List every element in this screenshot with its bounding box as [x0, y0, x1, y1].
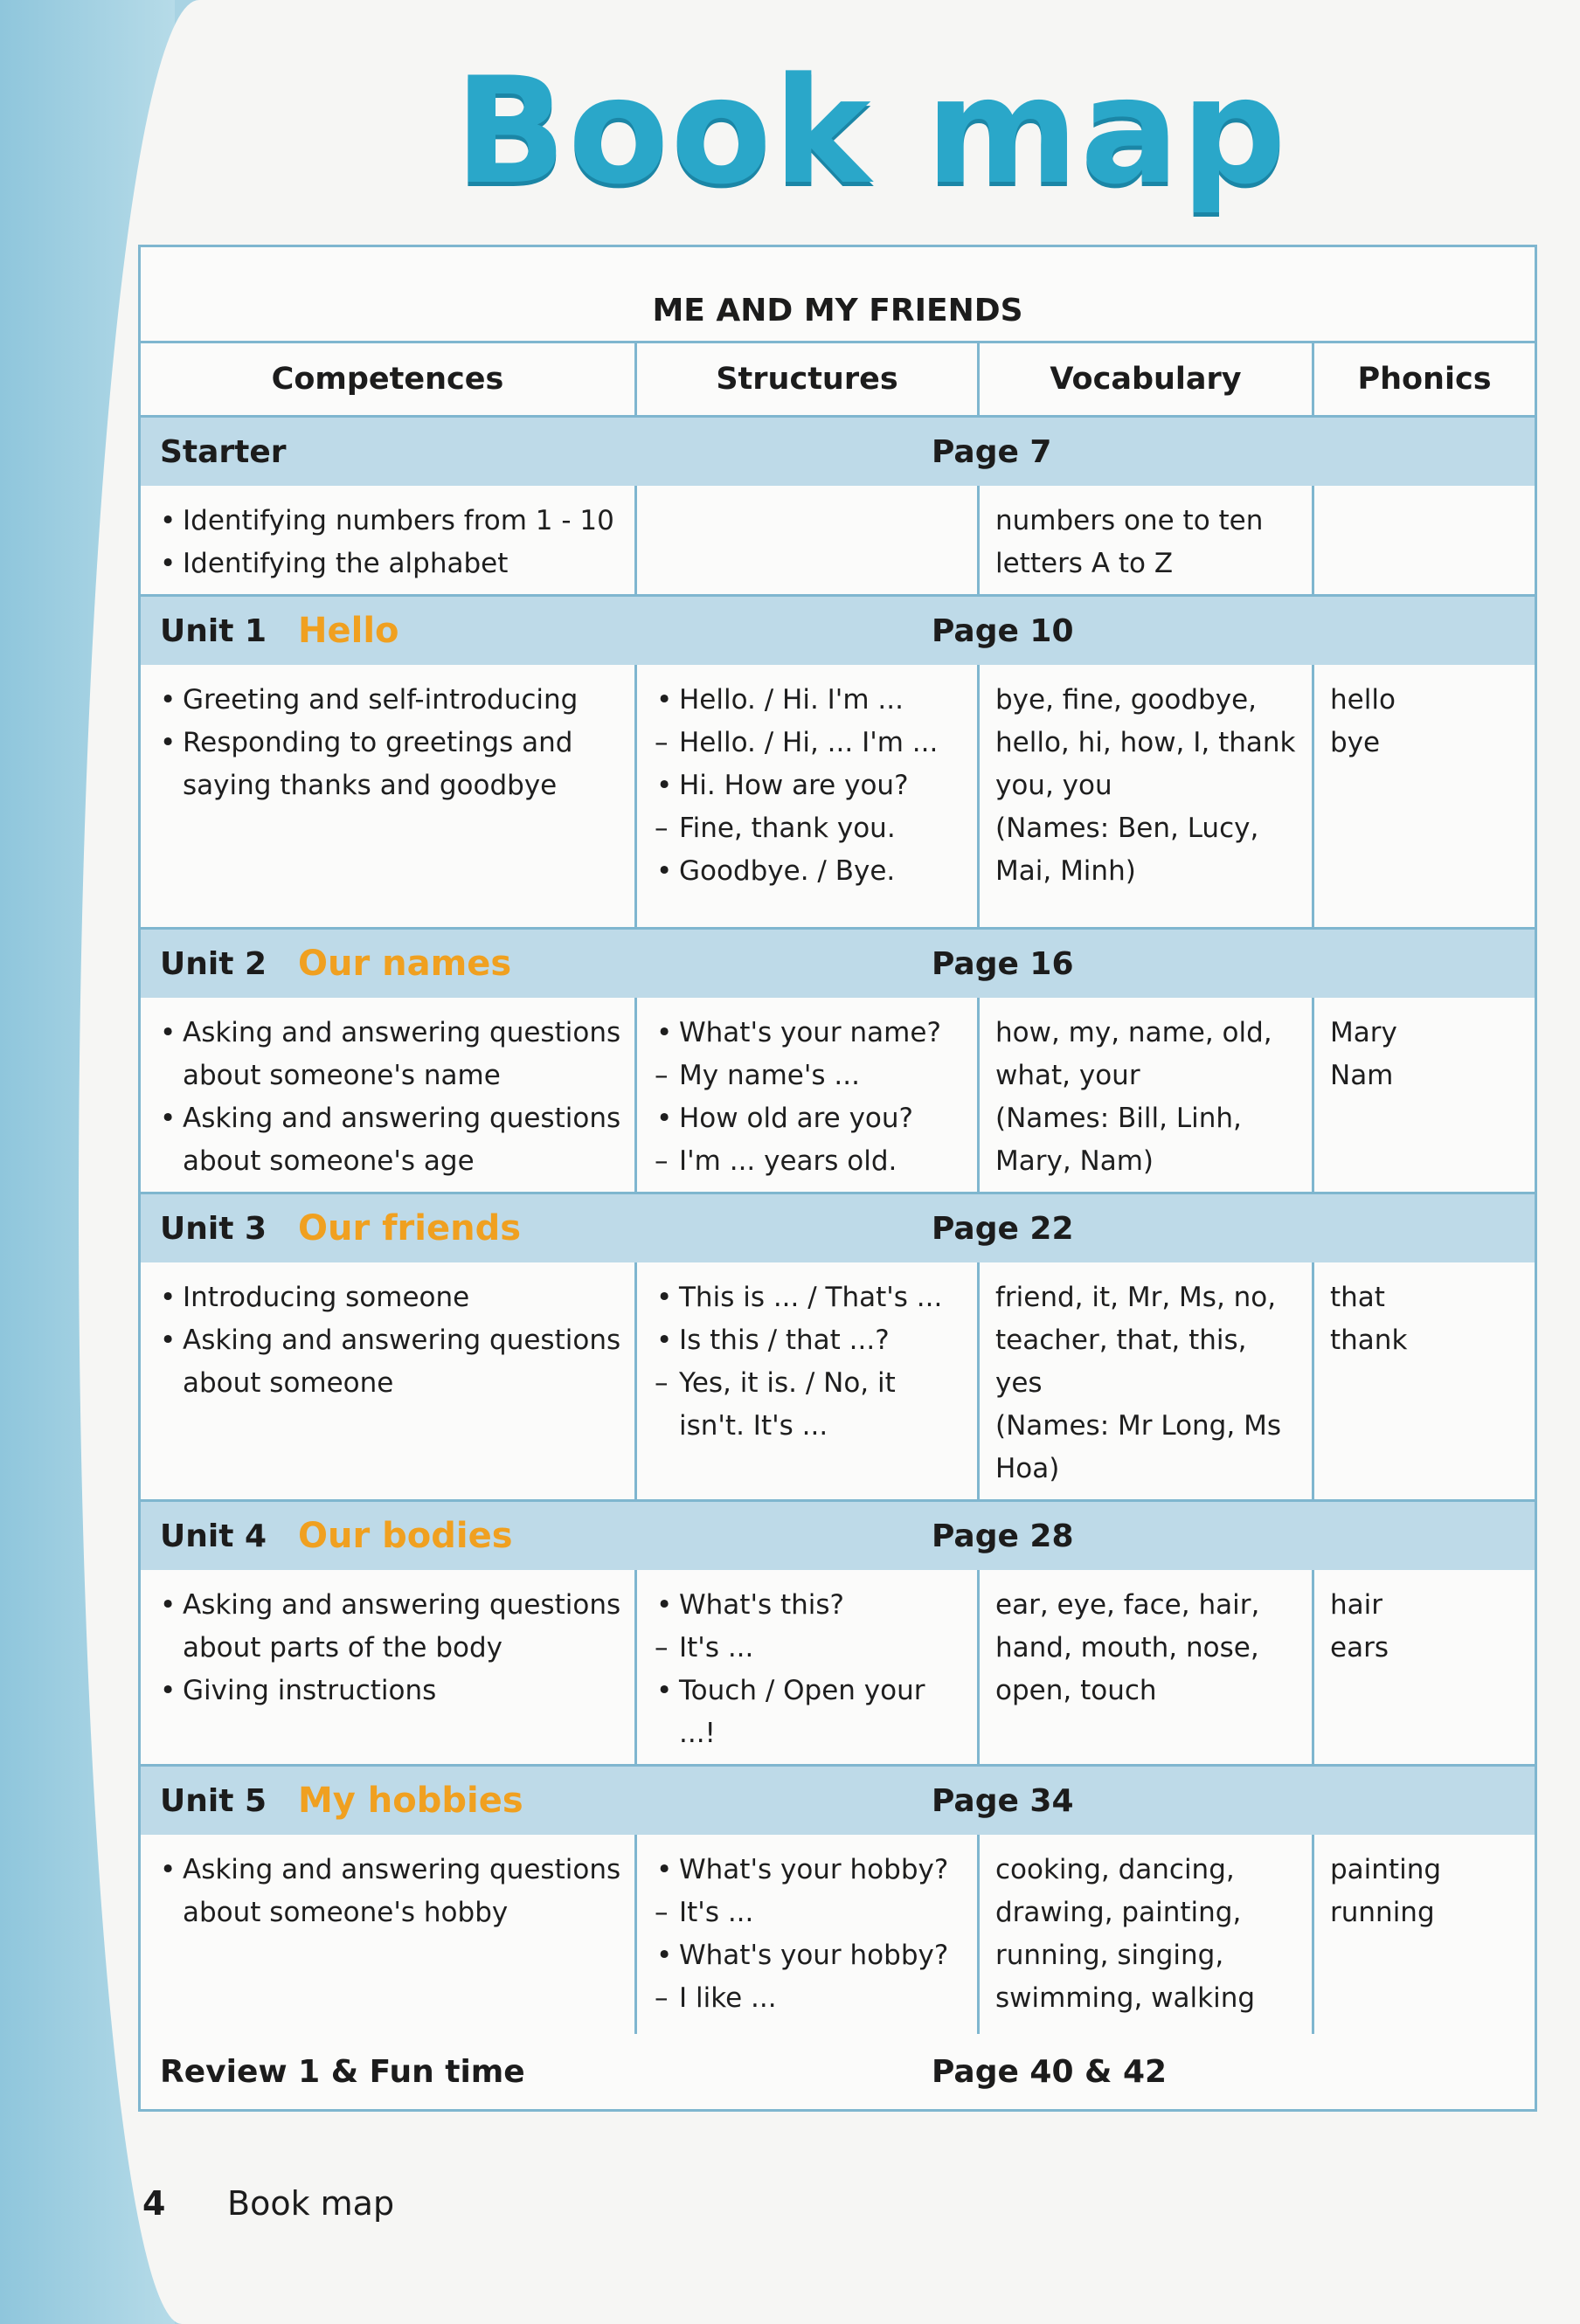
competence-item: • Asking and answering questions about someone's age — [156, 1097, 622, 1183]
competence-item: • Introducing someone — [156, 1276, 622, 1319]
structure-item: – I'm ... years old. — [653, 1140, 965, 1183]
column-header-structures: Structures — [637, 343, 980, 415]
structure-item: – I like ... — [653, 1977, 965, 2020]
unit-page: Page 16 — [932, 945, 1074, 982]
competence-item: • Asking and answering questions about someone — [156, 1319, 622, 1405]
unit-band — [141, 1194, 1535, 1262]
phonics-item: thank — [1330, 1325, 1408, 1356]
competences-cell — [141, 486, 637, 594]
review-band — [141, 2034, 1535, 2109]
structure-item: • Is this / that ...? — [653, 1319, 965, 1362]
page-title: Book map — [454, 45, 1288, 217]
unit-label: Unit 2 — [160, 945, 267, 982]
review-label: Review 1 & Fun time — [160, 2053, 525, 2090]
vocabulary-cell — [980, 486, 1314, 594]
structure-item: – Yes, it is. / No, it isn't. It's ... — [653, 1362, 965, 1448]
phonics-item: Mary — [1330, 1017, 1397, 1048]
structure-item: • How old are you? — [653, 1097, 965, 1140]
unit-page: Page 10 — [932, 612, 1074, 649]
phonics-item: painting — [1330, 1854, 1442, 1885]
competences-cell — [141, 1835, 637, 2034]
structure-item: • What's your hobby? — [653, 1934, 965, 1977]
competences-cell — [141, 998, 637, 1192]
competences-cell — [141, 1262, 637, 1499]
unit-page: Page 7 — [932, 433, 1052, 470]
structure-item: • What's your name? — [653, 1012, 965, 1055]
vocabulary-item: how, my, name, old, what, your — [995, 1017, 1272, 1091]
unit-name: Our bodies — [298, 1516, 513, 1556]
structure-item: – Hello. / Hi, ... I'm ... — [653, 722, 965, 764]
phonics-item: hello — [1330, 684, 1396, 716]
phonics-cell — [1314, 486, 1535, 594]
structures-cell — [637, 665, 980, 927]
phonics-item: Nam — [1330, 1060, 1394, 1091]
competences-cell — [141, 665, 637, 927]
unit-heading — [160, 1194, 521, 1262]
unit-heading — [160, 930, 511, 998]
unit-label: Starter — [160, 433, 287, 470]
structures-cell — [637, 1262, 980, 1499]
unit-label: Unit 1 — [160, 612, 267, 649]
structures-cell — [637, 998, 980, 1192]
vocabulary-item: numbers one to ten — [995, 505, 1264, 536]
table-row — [141, 1262, 1535, 1502]
competence-item: • Identifying the alphabet — [156, 543, 622, 585]
phonics-item: bye — [1330, 727, 1381, 758]
phonics-cell — [1314, 1835, 1535, 2034]
vocabulary-cell — [980, 1835, 1314, 2034]
structure-item: – It's ... — [653, 1892, 965, 1934]
review-page: Page 40 & 42 — [932, 2053, 1168, 2090]
competence-item: • Giving instructions — [156, 1670, 622, 1712]
unit-label: Unit 4 — [160, 1518, 267, 1554]
vocabulary-item: bye, fine, goodbye, hello, hi, how, I, thank you, you — [995, 684, 1296, 801]
phonics-item: running — [1330, 1897, 1435, 1928]
page-number: 4 — [142, 2184, 166, 2223]
phonics-cell — [1314, 665, 1535, 927]
structure-item: – It's ... — [653, 1627, 965, 1670]
competence-item: • Responding to greetings and saying thanks and goodbye — [156, 722, 622, 807]
footer-label: Book map — [227, 2184, 395, 2223]
vocabulary-item: (Names: Ben, Lucy, Mai, Minh) — [995, 813, 1259, 887]
structure-item: – My name's ... — [653, 1055, 965, 1097]
competence-item: • Greeting and self-introducing — [156, 679, 622, 722]
phonics-item: hair — [1330, 1589, 1383, 1621]
unit-label: Unit 3 — [160, 1210, 267, 1247]
column-header-competences: Competences — [141, 343, 637, 415]
structure-item: • What's your hobby? — [653, 1849, 965, 1892]
unit-name: My hobbies — [298, 1781, 523, 1821]
unit-band — [141, 418, 1535, 486]
phonics-item: ears — [1330, 1632, 1389, 1663]
column-header-phonics: Phonics — [1357, 362, 1492, 397]
vocabulary-item: letters A to Z — [995, 548, 1174, 579]
table-row — [141, 1570, 1535, 1767]
unit-band — [141, 930, 1535, 998]
unit-page: Page 28 — [932, 1518, 1074, 1554]
table-row — [141, 998, 1535, 1194]
phonics-cell — [1314, 998, 1535, 1192]
structures-cell — [637, 1835, 980, 2034]
phonics-cell — [1314, 1262, 1535, 1499]
vocabulary-item: friend, it, Mr, Ms, no, teacher, that, this, yes — [995, 1282, 1277, 1399]
unit-band — [141, 1767, 1535, 1835]
unit-heading — [160, 597, 399, 665]
vocabulary-item: (Names: Bill, Linh, Mary, Nam) — [995, 1103, 1242, 1177]
vocabulary-cell — [980, 998, 1314, 1192]
competences-cell — [141, 1570, 637, 1764]
unit-name: Our friends — [298, 1208, 522, 1248]
column-headers — [141, 343, 1535, 418]
competence-item: • Asking and answering questions about someone's hobby — [156, 1849, 622, 1934]
unit-name: Hello — [298, 611, 399, 651]
vocabulary-cell — [980, 1262, 1314, 1499]
unit-name: Our names — [298, 944, 512, 984]
structure-item: • What's this? — [653, 1584, 965, 1627]
competence-item: • Asking and answering questions about parts of the body — [156, 1584, 622, 1670]
unit-heading — [160, 1767, 523, 1835]
vocabulary-cell — [980, 1570, 1314, 1764]
unit-band — [141, 597, 1535, 665]
structure-item: • Goodbye. / Bye. — [653, 850, 965, 893]
structure-item: – Fine, thank you. — [653, 807, 965, 850]
table-row — [141, 665, 1535, 930]
unit-page: Page 22 — [932, 1210, 1074, 1247]
section-title: ME AND MY FRIENDS — [141, 247, 1535, 343]
structure-item: • Touch / Open your ...! — [653, 1670, 965, 1755]
vocabulary-item: ear, eye, face, hair, hand, mouth, nose, open, touch — [995, 1589, 1260, 1706]
vocabulary-item: cooking, dancing, drawing, painting, running, singing, swimming, walking — [995, 1854, 1256, 2014]
structures-cell — [637, 486, 980, 594]
table-row — [141, 1835, 1535, 2034]
vocabulary-item: (Names: Mr Long, Ms Hoa) — [995, 1410, 1281, 1484]
phonics-cell — [1314, 1570, 1535, 1764]
structure-item: • This is ... / That's ... — [653, 1276, 965, 1319]
structures-cell — [637, 1570, 980, 1764]
unit-heading — [160, 1502, 513, 1570]
table-row — [141, 486, 1535, 597]
phonics-item: that — [1330, 1282, 1385, 1313]
competence-item: • Asking and answering questions about someone's name — [156, 1012, 622, 1097]
unit-list — [141, 418, 1535, 2034]
structure-item: • Hi. How are you? — [653, 764, 965, 807]
competence-item: • Identifying numbers from 1 - 10 — [156, 500, 622, 543]
vocabulary-cell — [980, 665, 1314, 927]
unit-label: Unit 5 — [160, 1782, 267, 1819]
book-map-table — [138, 245, 1537, 2112]
unit-heading — [160, 418, 287, 486]
column-header-vocabulary: Vocabulary — [980, 343, 1314, 415]
unit-page: Page 34 — [932, 1782, 1074, 1819]
unit-band — [141, 1502, 1535, 1570]
structure-item: • Hello. / Hi. I'm ... — [653, 679, 965, 722]
